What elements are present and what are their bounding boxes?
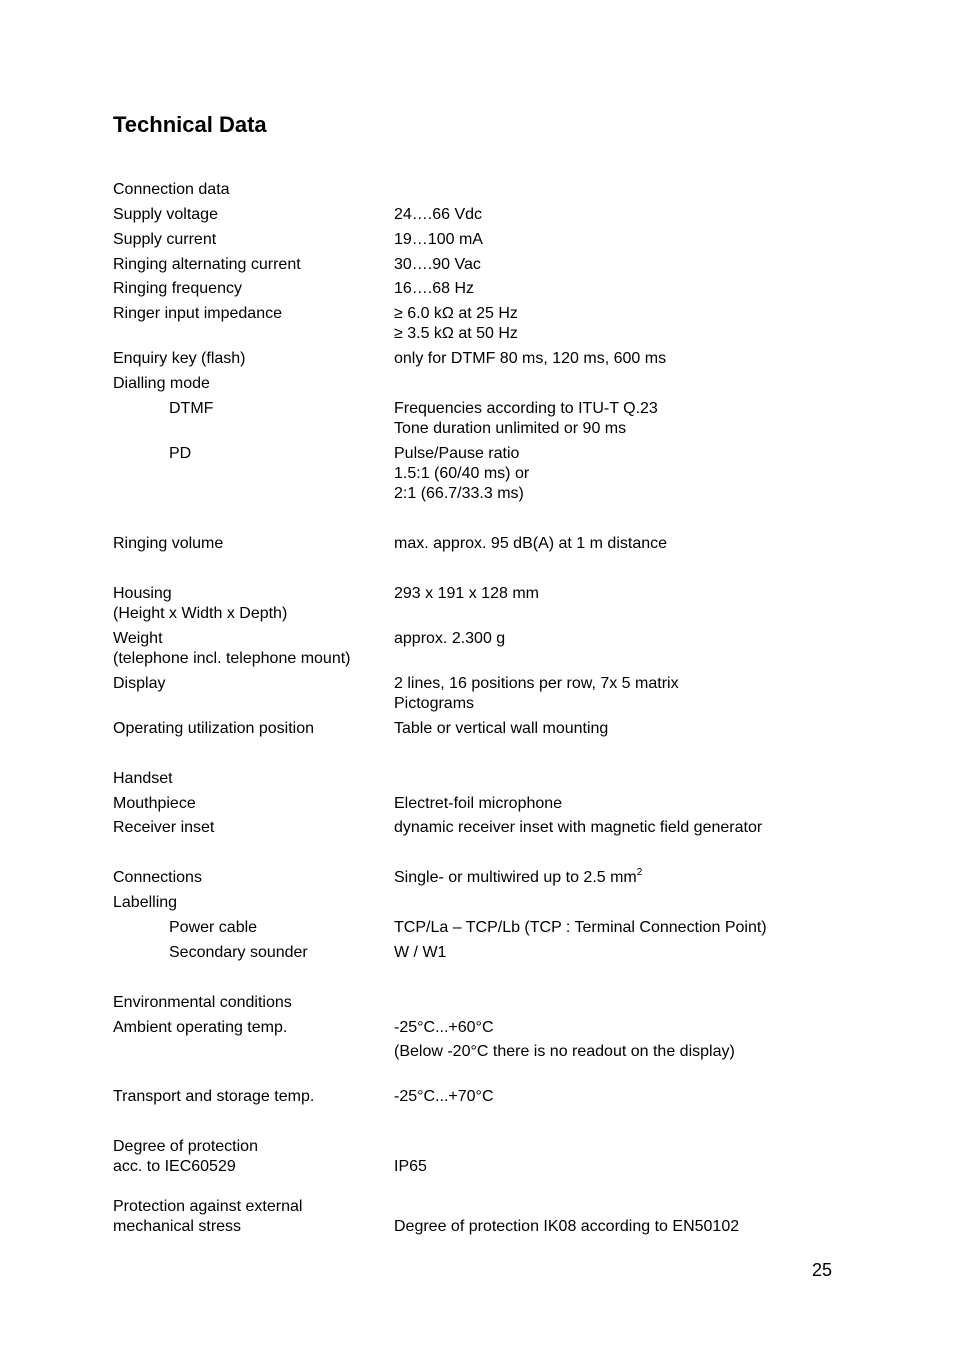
operating-position-label: Operating utilization position (113, 720, 315, 737)
dtmf-value-2: Tone duration unlimited or 90 ms (394, 420, 627, 437)
mech-stress-sublabel: mechanical stress (113, 1218, 242, 1235)
weight-sublabel: (telephone incl. telephone mount) (113, 650, 351, 667)
ambient-temp-value-2: (Below -20°C there is no readout on the display) (394, 1043, 735, 1060)
ringing-frequency-label: Ringing frequency (113, 280, 242, 297)
connections-value (394, 868, 642, 888)
ringer-impedance-value-1: ≥ 6.0 kΩ at 25 Hz (394, 305, 518, 322)
pd-value-3: 2:1 (66.7/33.3 ms) (394, 485, 524, 502)
mech-stress-value: Degree of protection IK08 according to EN50102 (394, 1218, 740, 1235)
ringer-impedance-label: Ringer input impedance (113, 305, 282, 322)
dialling-mode-label: Dialling mode (113, 375, 210, 392)
receiver-inset-value: dynamic receiver inset with magnetic field generator (394, 819, 763, 836)
section-connection-data: Connection data (113, 181, 230, 198)
weight-value: approx. 2.300 g (394, 630, 506, 647)
pd-value-2: 1.5:1 (60/40 ms) or (394, 465, 530, 482)
display-value-1: 2 lines, 16 positions per row, 7x 5 matrix (394, 675, 679, 692)
housing-label: Housing (113, 585, 172, 602)
labelling-label: Labelling (113, 894, 178, 911)
housing-sublabel: (Height x Width x Depth) (113, 605, 288, 622)
page-title: Technical Data (113, 112, 267, 137)
secondary-sounder-label: Secondary sounder (169, 944, 308, 961)
ambient-temp-value-1: -25°C...+60°C (394, 1019, 494, 1036)
connections-value-superscript: 2 (636, 867, 643, 878)
ringing-frequency-value: 16….68 Hz (394, 280, 475, 297)
supply-current-label: Supply current (113, 231, 217, 248)
mech-stress-label: Protection against external (113, 1198, 303, 1215)
pd-label: PD (169, 445, 192, 462)
weight-label: Weight (113, 630, 163, 647)
mouthpiece-value: Electret-foil microphone (394, 795, 563, 812)
dtmf-value-1: Frequencies according to ITU-T Q.23 (394, 400, 658, 417)
supply-current-value: 19…100 mA (394, 231, 483, 248)
power-cable-label: Power cable (169, 919, 258, 936)
housing-value: 293 x 191 x 128 mm (394, 585, 539, 602)
degree-protection-sublabel: acc. to IEC60529 (113, 1158, 236, 1175)
ringing-volume-label: Ringing volume (113, 535, 224, 552)
ringing-ac-label: Ringing alternating current (113, 256, 301, 273)
ringing-volume-value: max. approx. 95 dB(A) at 1 m distance (394, 535, 668, 552)
operating-position-value: Table or vertical wall mounting (394, 720, 609, 737)
degree-protection-value: IP65 (394, 1158, 427, 1175)
transport-temp-value: -25°C...+70°C (394, 1088, 494, 1105)
connections-value-text: Single- or multiwired up to 2.5 mm (394, 869, 637, 886)
display-label: Display (113, 675, 166, 692)
dtmf-label: DTMF (169, 400, 214, 417)
secondary-sounder-value: W / W1 (394, 944, 447, 961)
connections-label: Connections (113, 869, 202, 886)
section-handset: Handset (113, 770, 173, 787)
transport-temp-label: Transport and storage temp. (113, 1088, 315, 1105)
supply-voltage-label: Supply voltage (113, 206, 218, 223)
section-environmental: Environmental conditions (113, 994, 292, 1011)
ringing-ac-value: 30….90 Vac (394, 256, 481, 273)
display-value-2: Pictograms (394, 695, 475, 712)
enquiry-key-label: Enquiry key (flash) (113, 350, 246, 367)
page-number: 25 (812, 1260, 833, 1280)
power-cable-value: TCP/La – TCP/Lb (TCP : Terminal Connection Point) (394, 919, 767, 936)
mouthpiece-label: Mouthpiece (113, 795, 196, 812)
receiver-inset-label: Receiver inset (113, 819, 215, 836)
degree-protection-label: Degree of protection (113, 1138, 258, 1155)
enquiry-key-value: only for DTMF 80 ms, 120 ms, 600 ms (394, 350, 667, 367)
ringer-impedance-value-2: ≥ 3.5 kΩ at 50 Hz (394, 325, 518, 342)
ambient-temp-label: Ambient operating temp. (113, 1019, 288, 1036)
pd-value-1: Pulse/Pause ratio (394, 445, 520, 462)
supply-voltage-value: 24….66 Vdc (394, 206, 483, 223)
